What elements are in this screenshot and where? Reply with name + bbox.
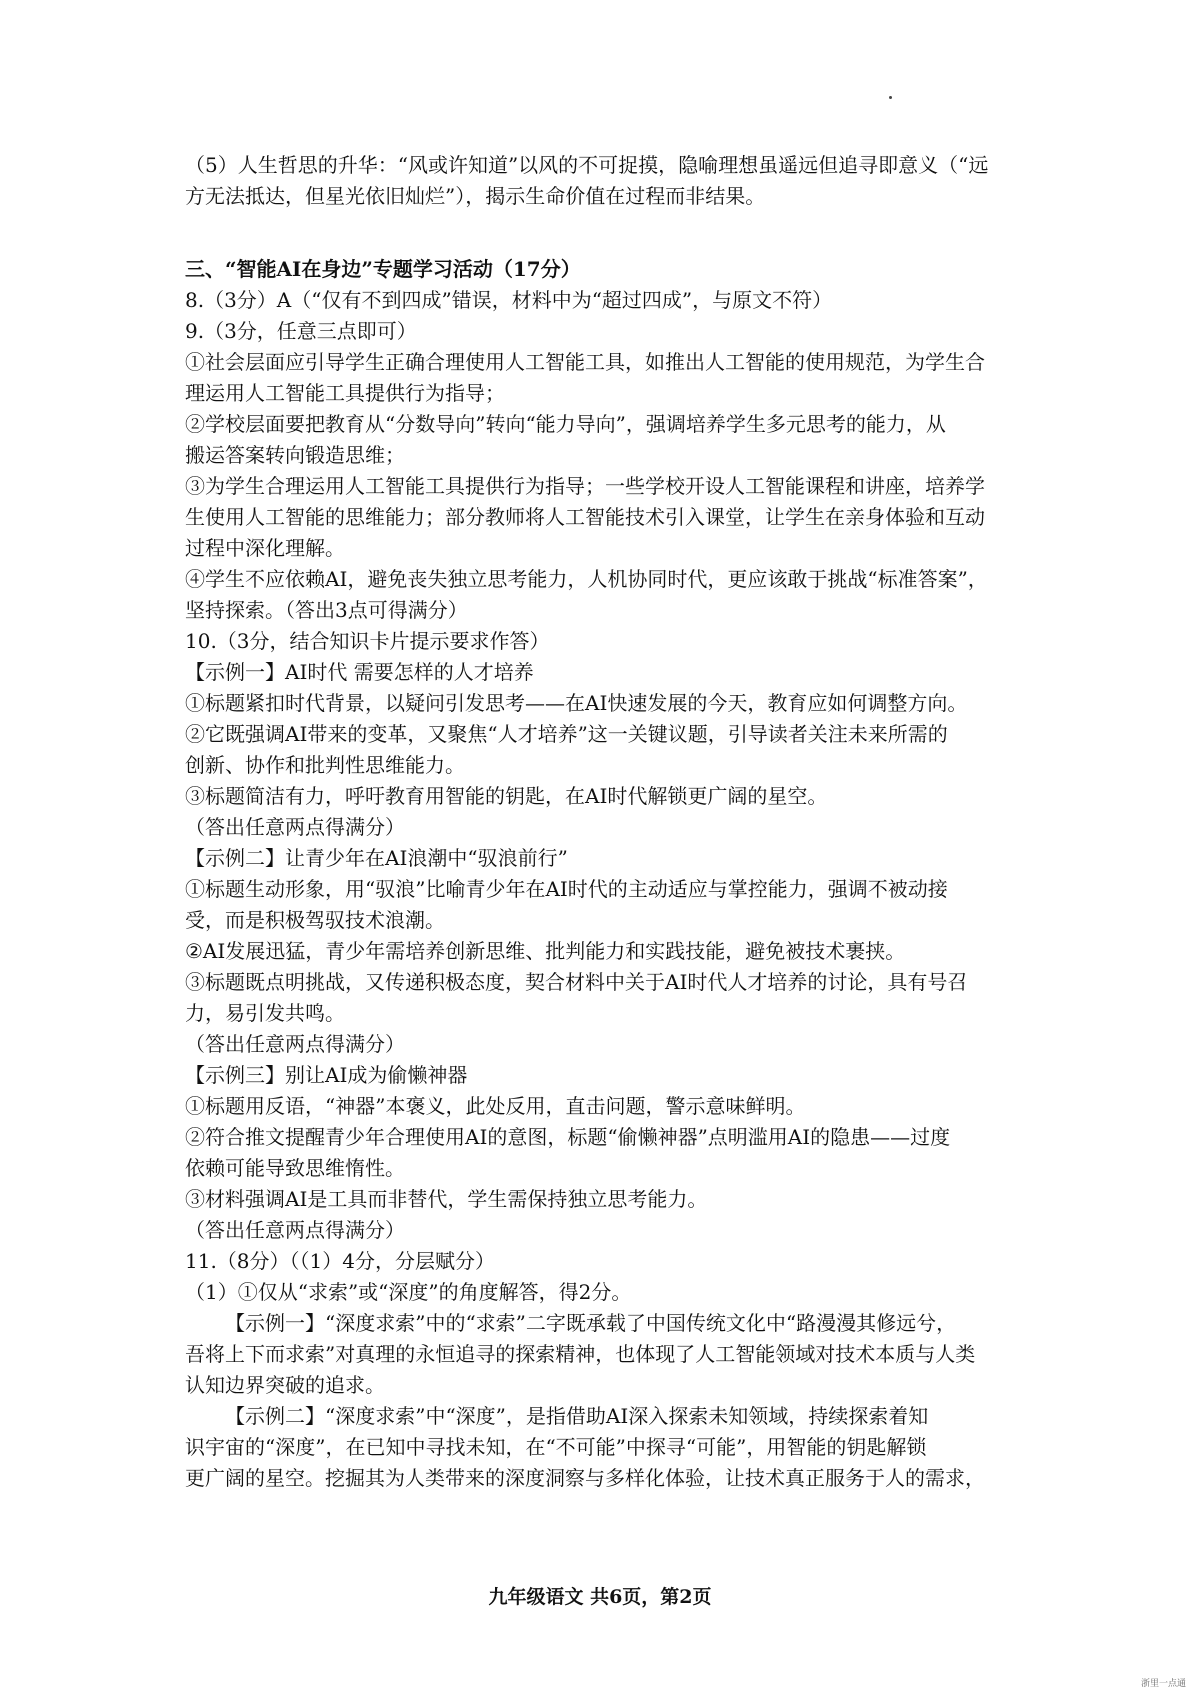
text-line: （答出任意两点得满分） bbox=[185, 1218, 405, 1242]
text-line: （答出任意两点得满分） bbox=[185, 815, 405, 839]
text-line: ②符合推文提醒青少年合理使用AI的意图，标题“偷懒神器”点明滥用AI的隐患——过度 bbox=[185, 1125, 951, 1149]
section-gap bbox=[185, 212, 1025, 254]
text-line: ①标题紧扣时代背景，以疑问引发思考——在AI快速发展的今天，教育应如何调整方向。 bbox=[185, 691, 968, 715]
text-line: ①社会层面应引导学生正确合理使用人工智能工具，如推出人工智能的使用规范，为学生合 bbox=[185, 350, 985, 374]
text-line: 生使用人工智能的思维能力；部分教师将人工智能技术引入课堂，让学生在亲身体验和互动 bbox=[185, 505, 985, 529]
text-line: 9.（3分，任意三点即可） bbox=[185, 319, 417, 343]
text-line: ①标题用反语，“神器”本褒义，此处反用，直击问题，警示意味鲜明。 bbox=[185, 1094, 806, 1118]
text-line: 力，易引发共鸣。 bbox=[185, 1001, 345, 1025]
text-line: 搬运答案转向锻造思维； bbox=[185, 443, 405, 467]
text-line: 过程中深化理解。 bbox=[185, 536, 345, 560]
text-line: （1）①仅从“求索”或“深度”的角度解答，得2分。 bbox=[185, 1280, 632, 1304]
text-line: 【示例二】“深度求索”中“深度”，是指借助AI深入探索未知领域，持续探索着知 bbox=[225, 1404, 929, 1428]
text-line: ④学生不应依赖AI，避免丧失独立思考能力，人机协同时代，更应该敢于挑战“标准答案”， bbox=[185, 567, 988, 591]
example-heading: 【示例三】别让AI成为偷懒神器 bbox=[185, 1063, 468, 1087]
example-heading: 【示例二】让青少年在AI浪潮中“驭浪前行” bbox=[185, 846, 568, 870]
text-line: ③标题简洁有力，呼吁教育用智能的钥匙，在AI时代解锁更广阔的星空。 bbox=[185, 784, 828, 808]
text-line: ③材料强调AI是工具而非替代，学生需保持独立思考能力。 bbox=[185, 1187, 708, 1211]
text-line: ②它既强调AI带来的变革，又聚焦“人才培养”这一关键议题，引导读者关注未来所需的 bbox=[185, 722, 948, 746]
text-line: ③为学生合理运用人工智能工具提供行为指导；一些学校开设人工智能课程和讲座，培养学 bbox=[185, 474, 985, 498]
text-line: 吾将上下而求索”对真理的永恒追寻的探索精神，也体现了人工智能领域对技术本质与人类 bbox=[185, 1342, 976, 1366]
text-line: 方无法抵达，但星光依旧灿烂”），揭示生命价值在过程而非结果。 bbox=[185, 184, 766, 208]
text-line: 11.（8分）（（1）4分，分层赋分） bbox=[185, 1249, 495, 1273]
text-line: （答出任意两点得满分） bbox=[185, 1032, 405, 1056]
text-line: 坚持探索。（答出3点可得满分） bbox=[185, 598, 468, 622]
text-line: （5）人生哲思的升华：“风或许知道”以风的不可捉摸，隐喻理想虽遥远但追寻即意义（“远 bbox=[185, 153, 989, 177]
text-line: ③标题既点明挑战，又传递积极态度，契合材料中关于AI时代人才培养的讨论，具有号召 bbox=[185, 970, 968, 994]
text-line: ①标题生动形象，用“驭浪”比喻青少年在AI时代的主动适应与掌控能力，强调不被动接 bbox=[185, 877, 948, 901]
text-line: ②学校层面要把教育从“分数导向”转向“能力导向”，强调培养学生多元思考的能力，从 bbox=[185, 412, 946, 436]
text-line: 认知边界突破的追求。 bbox=[185, 1373, 385, 1397]
text-line: 更广阔的星空。挖掘其为人类带来的深度洞察与多样化体验，让技术真正服务于人的需求， bbox=[185, 1466, 985, 1490]
text-line: 8.（3分）A（“仅有不到四成”错误，材料中为“超过四成”，与原文不符） bbox=[185, 288, 833, 312]
scan-speck bbox=[889, 96, 892, 99]
example-heading: 【示例一】AI时代 需要怎样的人才培养 bbox=[185, 660, 534, 684]
text-line: 识宇宙的“深度”，在已知中寻找未知，在“不可能”中探寻“可能”，用智能的钥匙解锁 bbox=[185, 1435, 927, 1459]
watermark: 浙里一点通 bbox=[1140, 1679, 1186, 1689]
text-line: ②AI发展迅猛，青少年需培养创新思维、批判能力和实践技能，避免被技术裹挟。 bbox=[185, 939, 906, 963]
section-heading: 三、“智能AI在身边”专题学习活动（17分） bbox=[185, 257, 581, 281]
page-footer: 九年级语文 共6页，第2页 bbox=[488, 1586, 712, 1608]
text-line: 创新、协作和批判性思维能力。 bbox=[185, 753, 465, 777]
text-line: 10.（3分，结合知识卡片提示要求作答） bbox=[185, 629, 550, 653]
answer-key-body bbox=[185, 150, 1025, 1494]
text-line: 理运用人工智能工具提供行为指导； bbox=[185, 381, 505, 405]
text-line: 受，而是积极驾驭技术浪潮。 bbox=[185, 908, 445, 932]
text-line: 【示例一】“深度求索”中的“求索”二字既承载了中国传统文化中“路漫漫其修远兮， bbox=[225, 1311, 957, 1335]
text-line: 依赖可能导致思维惰性。 bbox=[185, 1156, 405, 1180]
